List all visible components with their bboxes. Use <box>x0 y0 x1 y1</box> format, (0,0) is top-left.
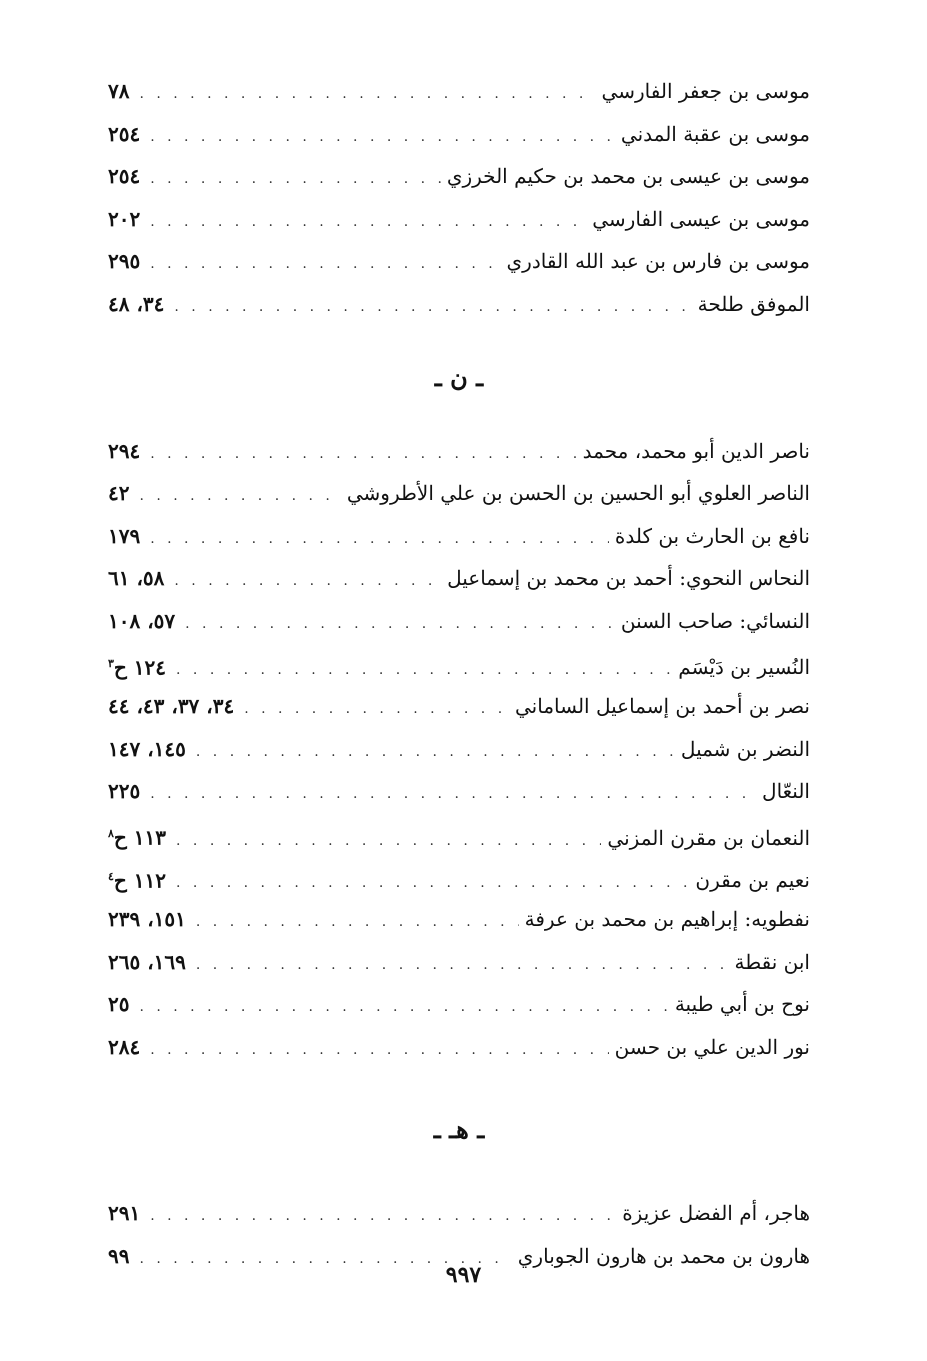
leader-dots <box>139 986 668 1029</box>
entry-name: الموفق طلحة <box>697 291 810 316</box>
index-entry <box>108 813 810 856</box>
entry-pages: ٢٠٢ <box>108 206 141 231</box>
page-number: ٩٩٧ <box>445 1262 482 1288</box>
entry-name: النعمان بن مقرن المزني <box>607 825 810 850</box>
entry-pages: ٥٧، ١٠٨ <box>108 608 176 633</box>
leader-dots <box>150 116 615 159</box>
leader-dots <box>150 201 586 244</box>
entry-pages: ٤٢ <box>108 481 130 506</box>
index-entry <box>108 1026 810 1069</box>
entry-pages: ٢٨٤ <box>108 1034 141 1059</box>
leader-dots <box>150 518 609 561</box>
leader-dots <box>150 433 576 476</box>
index-entry <box>108 643 810 686</box>
entry-pages: ٢٩٤ <box>108 438 141 463</box>
footnote-marker: ٣ <box>108 656 114 670</box>
entry-name: نفطويه: إبراهيم بن محمد بن عرفة <box>524 907 810 932</box>
entry-name: هارون بن محمد بن هارون الجوباري <box>517 1244 810 1269</box>
index-entry <box>108 240 810 283</box>
index-entry <box>108 515 810 558</box>
leader-dots <box>196 731 675 774</box>
entry-pages: ١٧٩ <box>108 523 141 548</box>
index-entry <box>108 685 810 728</box>
entry-pages: ٢٥ <box>108 992 130 1017</box>
index-entry <box>108 155 810 198</box>
entry-name: ابن نقطة <box>734 949 810 974</box>
entry-pages: ٧٨ <box>108 79 130 103</box>
entry-name: نصر بن أحمد بن إسماعيل الساماني <box>514 694 810 719</box>
entry-pages: ١٢٤ ح$^٣$ <box>108 655 167 680</box>
entry-name: موسى بن فارس بن عبد الله القادري <box>506 249 810 274</box>
entry-name: نافع بن الحارث بن كلدة <box>614 523 810 548</box>
entry-name: النسائي: صاحب السنن <box>620 608 810 633</box>
index-entry <box>108 70 810 113</box>
entry-name: موسى بن عيسى بن محمد بن حكيم الخرزي <box>446 164 810 189</box>
index-entry <box>108 898 810 941</box>
entry-pages: ١٥١، ٢٣٩ <box>108 907 186 932</box>
entry-name: النحاس النحوي: أحمد بن محمد بن إسماعيل <box>447 566 810 591</box>
index-entry <box>108 856 810 899</box>
leader-dots <box>150 243 500 286</box>
entry-pages: ١٤٥، ١٤٧ <box>108 736 186 761</box>
entry-name: النعّال <box>762 779 810 804</box>
leader-dots <box>150 1029 608 1072</box>
entry-pages: ٣٤، ٣٧، ٤٣، ٤٤ <box>108 694 235 719</box>
index-page <box>108 70 810 1278</box>
entry-name: نوح بن أبي طيبة <box>674 992 810 1017</box>
index-entry <box>108 198 810 241</box>
leader-dots <box>244 688 509 731</box>
leader-dots <box>150 158 441 201</box>
entry-name: النضر بن شميل <box>680 736 810 761</box>
entry-pages: ٩٩ <box>108 1244 130 1269</box>
entry-name: موسى بن جعفر الفارسي <box>601 79 810 103</box>
entry-pages: ٢٩٥ <box>108 249 141 274</box>
entry-pages: ٢٥٤ <box>108 121 141 146</box>
section-heading-ha: ـ هـ ـ <box>433 1115 485 1145</box>
index-section-nun <box>108 430 810 1069</box>
entry-pages: ١١٢ ح$^٤$ <box>108 868 167 893</box>
index-entry <box>108 941 810 984</box>
leader-dots <box>185 603 615 646</box>
leader-dots <box>139 73 595 116</box>
entry-pages: ٢٩١ <box>108 1201 141 1226</box>
index-entry <box>108 770 810 813</box>
leader-dots <box>139 475 340 518</box>
leader-dots <box>150 773 756 816</box>
index-entry <box>108 472 810 515</box>
entry-name: نور الدين علي بن حسن <box>614 1034 810 1059</box>
leader-dots <box>196 944 729 987</box>
entry-pages: ٢٢٥ <box>108 779 141 804</box>
entry-pages: ٢٥٤ <box>108 164 141 189</box>
index-entry <box>108 600 810 643</box>
entry-name: الناصر العلوي أبو الحسين بن الحسن بن علي الأطروشي <box>346 481 810 506</box>
index-entry <box>108 283 810 326</box>
index-entry <box>108 557 810 600</box>
entry-name: نعيم بن مقرن <box>695 868 810 893</box>
entry-name: ناصر الدين أبو محمد، محمد <box>582 438 810 463</box>
leader-dots <box>150 1195 616 1238</box>
footnote-marker: ٨ <box>108 826 114 840</box>
index-entry <box>108 113 810 156</box>
entry-pages: ١١٣ ح$^٨$ <box>108 825 167 850</box>
index-entry <box>108 430 810 473</box>
footnote-marker: ٤ <box>108 869 114 883</box>
index-section-mim <box>108 70 810 326</box>
index-entry <box>108 1192 810 1235</box>
entry-name: النُسير بن دَيْسَم <box>678 655 810 680</box>
entry-pages: ١٦٩، ٢٦٥ <box>108 949 186 974</box>
leader-dots <box>176 820 601 863</box>
section-heading-nun: ـ ن ـ <box>434 362 484 392</box>
leader-dots <box>174 560 441 603</box>
index-entry <box>108 728 810 771</box>
entry-name: موسى بن عقبة المدني <box>620 121 810 146</box>
index-entry <box>108 983 810 1026</box>
entry-name: موسى بن عيسى الفارسي <box>592 206 810 231</box>
leader-dots <box>174 286 691 329</box>
entry-pages: ٥٨، ٦١ <box>108 566 165 591</box>
leader-dots <box>196 901 519 944</box>
entry-name: هاجر، أم الفضل عزيزة <box>622 1201 810 1226</box>
entry-pages: ٣٤، ٤٨ <box>108 291 165 316</box>
